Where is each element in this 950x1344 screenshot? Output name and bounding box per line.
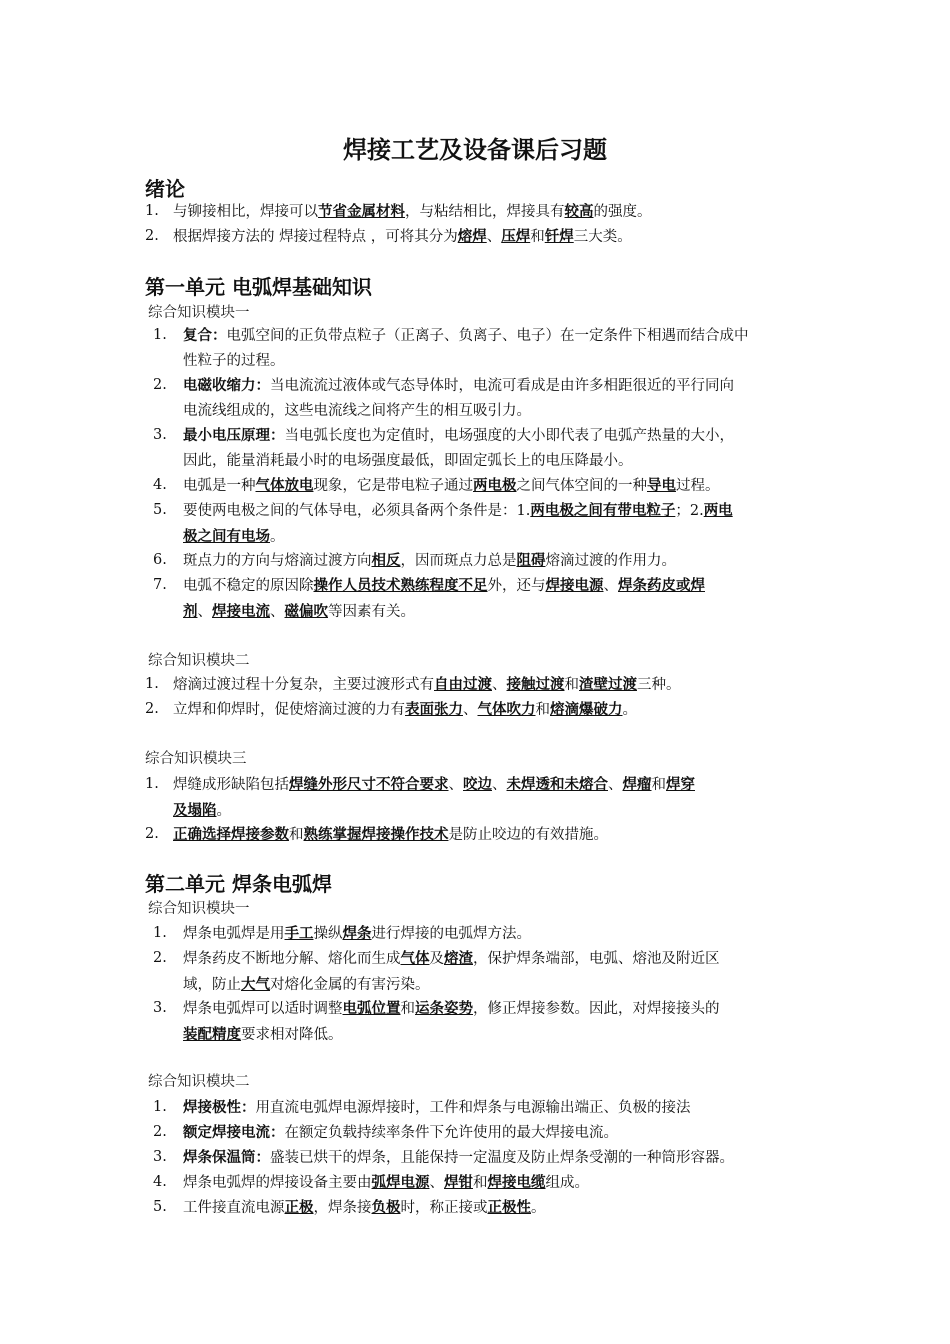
answer-blank: 气体 (400, 950, 430, 967)
list-number: 3. (153, 1149, 167, 1165)
text-run: 和 (564, 677, 579, 693)
text-run: 盛装已烘干的焊条，且能保持一定温度及防止焊条受潮的一种筒形容器。 (270, 1150, 734, 1166)
text-line (173, 772, 815, 798)
answer-blank: 表面张力 (405, 701, 463, 718)
text-line (183, 1095, 815, 1121)
text-run: 电弧是一种 (183, 478, 256, 494)
answer-blank: 焊穿 (666, 776, 695, 793)
text-run: ，与粘结相比，焊接具有 (405, 204, 565, 220)
list-item (153, 1145, 815, 1170)
text-line (183, 573, 815, 599)
list-item (153, 1170, 815, 1195)
list-number: 1. (153, 925, 167, 941)
text-line (183, 548, 815, 574)
answer-blank: 压焊 (501, 228, 531, 245)
list-item-text (183, 946, 815, 998)
answer-blank: 弧焊电源 (371, 1174, 430, 1191)
term-label: 电磁收缩力： (183, 377, 270, 394)
text-run: 和 (289, 827, 304, 843)
text-line (173, 224, 815, 250)
list-number: 3. (153, 1000, 167, 1016)
text-run: 。 (270, 529, 285, 545)
answer-blank: 焊接电缆 (487, 1174, 546, 1191)
answer-blank: 焊接电流 (212, 603, 270, 620)
answer-blank: 运条姿势 (415, 1000, 473, 1017)
list-item-text (183, 548, 815, 574)
list-number: 5. (153, 1199, 167, 1215)
text-run: 立焊和仰焊时，促使熔滴过渡的力有 (173, 702, 405, 718)
text-line (183, 921, 815, 947)
term-label: 焊条保温筒： (183, 1149, 270, 1166)
text-run: 、 (270, 604, 285, 620)
section-heading: 绪论 (145, 177, 185, 201)
list-item-text (173, 822, 815, 848)
term-label: 焊接极性： (183, 1099, 256, 1116)
answer-blank: 两电极 (473, 477, 517, 494)
answer-blank: 熟练掌握焊接操作技术 (303, 826, 449, 843)
text-line (183, 972, 815, 998)
page-title: 焊接工艺及设备课后习题 (343, 135, 607, 164)
list-item (153, 573, 815, 623)
answer-blank: 剂 (183, 603, 198, 620)
text-run: 在额定负载持续率条件下允许使用的最大焊接电流。 (284, 1125, 618, 1141)
text-run: 熔滴过渡的作用力。 (545, 553, 676, 569)
list-number: 2. (145, 228, 159, 244)
list-item (145, 672, 815, 697)
text-run: 要求相对降低。 (241, 1027, 343, 1043)
answer-blank: 大气 (241, 976, 270, 993)
answer-blank: 负极 (371, 1199, 401, 1216)
text-run: 焊条电弧焊的焊接设备主要由 (183, 1175, 372, 1191)
list-item-text (173, 772, 815, 824)
answer-blank: 焊条 (342, 925, 372, 942)
list-item (153, 996, 815, 1046)
list-item-text (183, 498, 815, 550)
text-run: 之间气体空间的一种 (516, 478, 647, 494)
answer-blank: 气体吹力 (477, 701, 536, 718)
list-item-text (183, 423, 815, 474)
text-run: 、 (492, 677, 507, 693)
text-run: 熔滴过渡过程十分复杂，主要过渡形式有 (173, 677, 434, 693)
text-run: 等因素有关。 (328, 604, 415, 620)
list-item (145, 697, 815, 722)
text-run: 焊条药皮不断地分解、熔化而生成 (183, 951, 401, 967)
answer-blank: 相反 (371, 552, 401, 569)
answer-blank: 未焊透和未熔合 (506, 776, 608, 793)
text-line (173, 822, 815, 848)
text-run: ；2. (675, 503, 704, 519)
text-line (183, 323, 815, 349)
text-line (183, 498, 815, 524)
list-item-text (183, 1120, 815, 1146)
text-run: 、 (197, 604, 212, 620)
text-run: 外，还与 (487, 578, 546, 594)
text-run: 。 (531, 1200, 546, 1216)
text-line (183, 599, 815, 625)
text-line (183, 423, 815, 449)
text-run: ，修正焊接参数。因此，对焊接接头的 (473, 1001, 720, 1017)
list-item-text (183, 1195, 815, 1221)
answer-blank: 两电 (703, 502, 733, 519)
text-run: 和 (400, 1001, 415, 1017)
list-number: 2. (153, 950, 167, 966)
answer-blank: 咬边 (463, 776, 492, 793)
text-run: 电弧不稳定的原因除 (183, 578, 314, 594)
section-heading: 第二单元 焊条电弧焊 (145, 872, 332, 896)
list-number: 2. (153, 1124, 167, 1140)
list-item-text (183, 1095, 815, 1121)
text-line (183, 399, 815, 424)
text-run: 当电弧长度也为定值时，电场强度的大小即代表了电弧产热量的大小， (284, 428, 734, 444)
list-item (153, 423, 815, 473)
text-run: 是防止咬边的有效措施。 (448, 827, 608, 843)
list-number: 1. (145, 676, 159, 692)
list-item-text (183, 1170, 815, 1196)
list-item-text (183, 1145, 815, 1171)
text-run: 、 (429, 1175, 444, 1191)
text-run: 时，称正接或 (400, 1200, 488, 1216)
text-line (183, 1120, 815, 1146)
text-run: 焊条电弧焊是用 (183, 926, 285, 942)
text-line (183, 349, 815, 374)
list-item-text (173, 697, 815, 723)
list-item (145, 772, 815, 822)
text-run: 性粒子的过程。 (183, 353, 285, 369)
module-label: 综合知识模块一 (148, 901, 250, 917)
answer-blank: 电弧位置 (342, 1000, 401, 1017)
list-number: 5. (153, 502, 167, 518)
text-run: 、 (486, 229, 502, 245)
list-number: 2. (153, 377, 167, 393)
text-run: 、 (448, 777, 463, 793)
section-heading: 第一单元 电弧焊基础知识 (145, 275, 372, 299)
answer-blank: 气体放电 (255, 477, 314, 494)
list-number: 3. (153, 427, 167, 443)
list-item-text (183, 473, 815, 499)
answer-blank: 焊条药皮或焊 (618, 577, 705, 594)
answer-blank: 正极 (284, 1199, 314, 1216)
answer-blank: 手工 (284, 925, 314, 942)
text-run: 的强度。 (593, 204, 652, 220)
text-line (183, 1022, 815, 1048)
answer-blank: 熔渣 (444, 950, 473, 967)
list-item-text (183, 323, 815, 374)
text-run: 。 (622, 702, 637, 718)
list-number: 4. (153, 477, 167, 493)
answer-blank: 熔焊 (457, 228, 487, 245)
answer-blank: 阻碍 (516, 552, 546, 569)
text-run: ，焊条接 (313, 1200, 372, 1216)
text-run: 进行焊接的电弧焊方法。 (371, 926, 531, 942)
text-line (183, 946, 815, 972)
text-run: 焊缝成形缺陷包括 (173, 777, 289, 793)
answer-blank: 熔滴爆破力 (550, 701, 623, 718)
text-line (183, 473, 815, 499)
list-item-text (183, 573, 815, 625)
list-number: 4. (153, 1174, 167, 1190)
list-item-text (183, 996, 815, 1048)
module-label: 综合知识模块二 (148, 1074, 250, 1090)
list-item (153, 1195, 815, 1220)
answer-blank: 较高 (564, 203, 594, 220)
list-item (153, 1095, 815, 1120)
text-run: 和 (651, 777, 666, 793)
text-run: 因此，能量消耗最小时的电场强度最低，即固定弧长上的电压降最小。 (183, 453, 633, 469)
list-number: 7. (153, 577, 167, 593)
text-line (183, 1170, 815, 1196)
text-run: 与铆接相比，焊接可以 (173, 204, 318, 220)
term-label: 额定焊接电流： (183, 1124, 285, 1141)
text-run: 过程。 (676, 478, 720, 494)
text-run: 和 (530, 229, 545, 245)
answer-blank: 钎焊 (544, 228, 574, 245)
answer-blank: 焊钳 (444, 1174, 473, 1191)
term-label: 复合： (183, 327, 227, 344)
list-item-text (173, 199, 815, 225)
list-item (153, 1120, 815, 1145)
answer-blank: 装配精度 (183, 1026, 241, 1043)
answer-blank: 焊瘤 (622, 776, 652, 793)
text-run: 现象，它是带电粒子通过 (313, 478, 473, 494)
list-item-text (183, 921, 815, 947)
text-run: 和 (473, 1175, 488, 1191)
text-line (183, 449, 815, 474)
answer-blank: 节省金属材料 (318, 203, 405, 220)
text-run: 三大类。 (573, 229, 632, 245)
answer-blank: 自由过渡 (434, 676, 492, 693)
text-run: 斑点力的方向与熔滴过渡方向 (183, 553, 372, 569)
text-run: 。 (216, 803, 231, 819)
list-item (153, 373, 815, 423)
answer-blank: 渣壁过渡 (579, 676, 637, 693)
answer-blank: 正极性 (487, 1199, 531, 1216)
text-run: ，保护焊条端部，电弧、熔池及附近区 (473, 951, 720, 967)
text-line (183, 373, 815, 399)
text-run: 焊条电弧焊可以适时调整 (183, 1001, 343, 1017)
text-run: 组成。 (545, 1175, 589, 1191)
text-line (183, 524, 815, 550)
text-run: ，因而斑点力总是 (400, 553, 517, 569)
text-run: 三种。 (637, 677, 681, 693)
list-item (153, 921, 815, 946)
list-number: 2. (145, 701, 159, 717)
list-number: 1. (145, 203, 159, 219)
text-run: 电流线组成的，这些电流线之间将产生的相互吸引力。 (183, 403, 531, 419)
module-label: 综合知识模块二 (148, 653, 250, 669)
list-item (153, 946, 815, 996)
text-run: 操纵 (313, 926, 343, 942)
text-run: 电弧空间的正负带点粒子（正离子、负离子、电子）在一定条件下相遇而结合成中 (226, 328, 749, 344)
term-label: 最小电压原理： (183, 427, 285, 444)
text-line (173, 697, 815, 723)
text-line (173, 199, 815, 225)
text-run: 当电流流过液体或气态导体时，电流可看成是由许多相距很近的平行同向 (270, 378, 734, 394)
text-run: 和 (535, 702, 550, 718)
list-item (153, 498, 815, 548)
list-item (145, 199, 815, 224)
answer-blank: 焊缝外形尺寸不符合要求 (289, 776, 449, 793)
list-item (153, 548, 815, 573)
list-item (145, 822, 815, 847)
text-run: 对熔化金属的有害污染。 (270, 977, 430, 993)
list-number: 2. (145, 826, 159, 842)
text-run: 域，防止 (183, 977, 241, 993)
text-line (173, 798, 815, 824)
module-label: 综合知识模块一 (148, 305, 250, 321)
answer-blank: 导电 (647, 477, 676, 494)
answer-blank: 接触过渡 (506, 676, 565, 693)
list-item-text (183, 373, 815, 424)
answer-blank: 及塌陷 (173, 802, 217, 819)
text-run: 根据焊接方法的 焊接过程特点 ，可将其分为 (173, 229, 458, 245)
list-item (153, 473, 815, 498)
text-run: 用直流电弧焊电源焊接时，工件和焊条与电源输出端正、负极的接法 (255, 1100, 691, 1116)
answer-blank: 操作人员技术熟练程度不足 (313, 577, 488, 594)
list-number: 1. (153, 327, 167, 343)
answer-blank: 两电极之间有带电粒子 (530, 502, 676, 519)
list-item-text (173, 224, 815, 250)
text-line (173, 672, 815, 698)
text-run: 要使两电极之间的气体导电，必须具备两个条件是：1. (183, 503, 531, 519)
text-line (183, 1145, 815, 1171)
text-line (183, 1195, 815, 1221)
text-run: 、 (463, 702, 478, 718)
text-line (183, 996, 815, 1022)
text-run: 、 (603, 578, 618, 594)
answer-blank: 磁偏吹 (284, 603, 328, 620)
answer-blank: 正确选择焊接参数 (173, 826, 289, 843)
text-run: 、 (608, 777, 623, 793)
list-item (153, 323, 815, 373)
list-item (145, 224, 815, 249)
text-run: 、 (492, 777, 507, 793)
answer-blank: 极之间有电场 (183, 528, 270, 545)
list-number: 6. (153, 552, 167, 568)
answer-blank: 焊接电源 (545, 577, 604, 594)
module-label: 综合知识模块三 (145, 751, 247, 767)
text-run: 及 (429, 951, 444, 967)
list-item-text (173, 672, 815, 698)
list-number: 1. (145, 776, 159, 792)
text-run: 工件接直流电源 (183, 1200, 285, 1216)
list-number: 1. (153, 1099, 167, 1115)
